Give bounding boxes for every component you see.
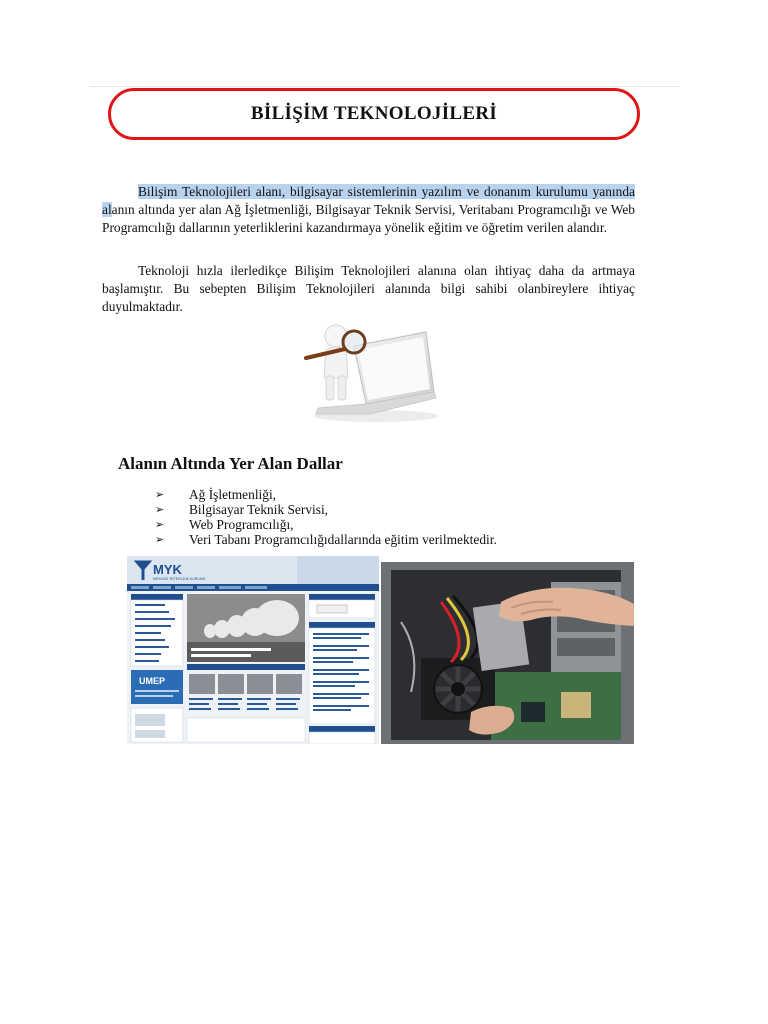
pc-hardware-photo — [381, 562, 634, 744]
branch-list — [155, 487, 497, 547]
intro-paragraph — [102, 183, 635, 237]
myk-website-screenshot — [127, 556, 379, 744]
arrow-bullet-icon: ➢ — [155, 518, 165, 531]
section-heading: Alanın Altında Yer Alan Dallar — [118, 454, 343, 473]
paragraph-text: Teknoloji hızla ilerledikçe Bilişim Teknolojileri alanına olan ihtiyaç daha da artmaya başlamıştır. Bu sebepten Bilişim Teknolojileri alanında bilgi sahibi olanbireylere ihtiyaç duyulmaktadır. — [102, 263, 635, 314]
second-paragraph — [102, 262, 635, 316]
myk-logo-text: MYK — [153, 562, 182, 577]
list-item: ➢ Web Programcılığı, — [155, 517, 294, 532]
highlighted-text: Bilişim Teknolojileri alanı, bilgisayar sistemlerinin yazılım ve donanım kurulumu yanında al — [102, 184, 635, 217]
arrow-bullet-icon: ➢ — [155, 503, 165, 516]
paragraph-text: anın altında yer alan Ağ İşletmenliği, Bilgisayar Teknik Servisi, Veritabanı Programcılığı ve Web Programcılığı dallarının yeterliklerini kazandırmaya yönelik eğitim ve öğretim verilen alandır. — [102, 202, 635, 235]
page-title: BİLİŞİM TEKNOLOJİLERİ — [250, 103, 498, 124]
list-item: ➢ Ağ İşletmenliği, — [155, 487, 277, 502]
myk-logo-subtitle: MESLEKİ YETERLİLİK KURUMU — [153, 577, 206, 581]
arrow-bullet-icon: ➢ — [155, 488, 165, 501]
umep-logo-text: UMEP — [139, 676, 166, 686]
arrow-bullet-icon: ➢ — [155, 533, 165, 546]
figure-magnifier-laptop-illustration — [296, 312, 446, 424]
title-banner — [108, 88, 640, 140]
list-item: ➢ Bilgisayar Teknik Servisi, — [155, 502, 329, 517]
top-rule — [90, 86, 680, 87]
list-item: ➢ Veri Tabanı Programcılığıdallarında eğitim verilmektedir. — [155, 532, 497, 547]
